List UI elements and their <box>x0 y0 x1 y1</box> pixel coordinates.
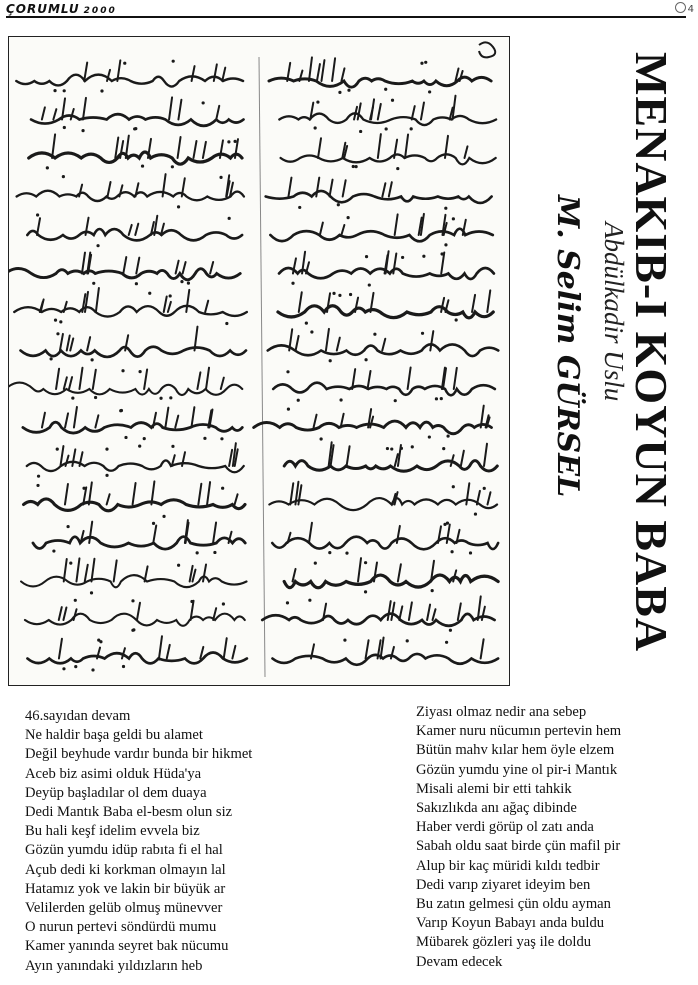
poem-line: Deyüp başladılar ol dem duaya <box>25 784 207 801</box>
poem-line: O nurun pertevi söndürdü mumu <box>25 919 217 936</box>
poem-line: Aceb biz asimi olduk Hüda'ya <box>25 765 202 782</box>
manuscript-line <box>262 596 494 631</box>
manuscript-line <box>21 327 246 362</box>
manuscript-line <box>272 638 498 665</box>
manuscript-calligraphy <box>9 37 510 686</box>
manuscript-line <box>24 481 245 518</box>
page-header <box>6 2 694 18</box>
poem-line: Varıp Koyun Babayı anda buldu <box>416 915 605 932</box>
poem-line: Ne haldir başa geldi bu alamet <box>25 727 203 744</box>
manuscript-line <box>31 97 243 132</box>
poem-line: Bütün mahv kılar hem öyle elzem <box>416 742 615 759</box>
poem-line: Velilerden gelüb olmuş münevver <box>25 900 223 917</box>
poem-line: Değil beyhude vardır bunda bir hikmet <box>25 746 253 763</box>
manuscript-line <box>269 482 497 516</box>
poem-line: Açub dedi ki korkman olmayın lal <box>25 861 226 878</box>
poem-column-right <box>416 703 696 972</box>
manuscript-line <box>27 636 246 671</box>
poem-line: Bu hali keşf idelim evvela biz <box>25 823 200 840</box>
page-number <box>675 2 694 15</box>
poem-line: Gözün yumdu yine ol pir-i Mantık <box>416 761 618 778</box>
poem-line: 46.sayıdan devam <box>25 708 131 724</box>
poem-line: Sabah oldu saat birde çün mafil pir <box>416 838 621 855</box>
article-title: MENAKIB-I KOYUN BABA <box>626 52 677 653</box>
manuscript-line <box>266 178 492 210</box>
poem-line: Sakızlıkda anı ağaç dibinde <box>416 800 577 817</box>
manuscript-line <box>27 213 242 247</box>
manuscript-line <box>272 522 498 555</box>
poem-line: Gözün yumdu idüp rabıta fi el hal <box>25 842 223 859</box>
article-author: Abdülkadir Uslu <box>599 222 629 402</box>
manuscript-line <box>279 96 496 133</box>
manuscript-line <box>281 134 496 170</box>
manuscript-line <box>16 60 243 93</box>
poem-line: Devam edecek <box>416 953 503 970</box>
manuscript-line <box>9 368 242 400</box>
poem-line: Haber verdi görüp ol zatı anda <box>416 819 594 836</box>
manuscript-line <box>27 443 244 478</box>
poem-line: Ayın yanındaki yıldızların heb <box>25 957 203 974</box>
manuscript-line <box>269 57 491 94</box>
page-ornament-icon <box>675 2 686 13</box>
header-rule <box>6 16 686 18</box>
poem-line: Dedi varıp ziyaret ideyim ben <box>416 876 591 893</box>
poem-column-left <box>25 707 405 976</box>
poem-line: Kamer yanında seyret bak nücumu <box>25 938 229 955</box>
manuscript-line <box>254 406 492 441</box>
manuscript-line <box>21 558 246 594</box>
poem-line: Hatamız yok ve lakin bir büyük ar <box>25 880 226 897</box>
manuscript-line <box>33 520 245 554</box>
manuscript-line <box>270 214 492 247</box>
poem-line: Misali alemi bir etti tahkik <box>416 780 572 797</box>
masthead-title: ÇORUMLU <box>6 2 80 16</box>
poem-line: Dedi Mantık Baba el-besm olun siz <box>25 804 233 821</box>
page-number-text: 4 <box>687 4 694 15</box>
manuscript-line <box>17 174 244 208</box>
manuscript-line <box>284 558 498 593</box>
poem-line: Bu zatın gelmesi çün oldu ayman <box>416 896 611 913</box>
poem-line: Kamer nuru nücumın pertevin hem <box>416 723 622 740</box>
manuscript-column-divider <box>259 57 265 677</box>
article-writer: M. Selim GÜRSEL <box>550 195 585 498</box>
manuscript-image <box>8 36 510 686</box>
poem-line: Mübarek gözleri yaş ile doldu <box>416 934 592 951</box>
poem-line: Ziyası olmaz nedir ana sebep <box>416 704 587 720</box>
manuscript-line <box>279 251 494 286</box>
masthead <box>6 2 117 16</box>
manuscript-line <box>29 134 242 169</box>
manuscript-heading-mark <box>479 42 495 57</box>
manuscript-line <box>25 599 245 632</box>
manuscript-line <box>9 253 240 286</box>
manuscript-line <box>14 288 247 325</box>
masthead-year: 2000 <box>83 6 117 16</box>
poem-line: Alup bir kaç müridi kıldı tedbir <box>416 857 600 874</box>
manuscript-line <box>23 407 242 440</box>
manuscript-line <box>284 442 497 471</box>
manuscript-line <box>278 290 493 324</box>
manuscript-line <box>268 329 499 362</box>
manuscript-line <box>273 368 495 403</box>
